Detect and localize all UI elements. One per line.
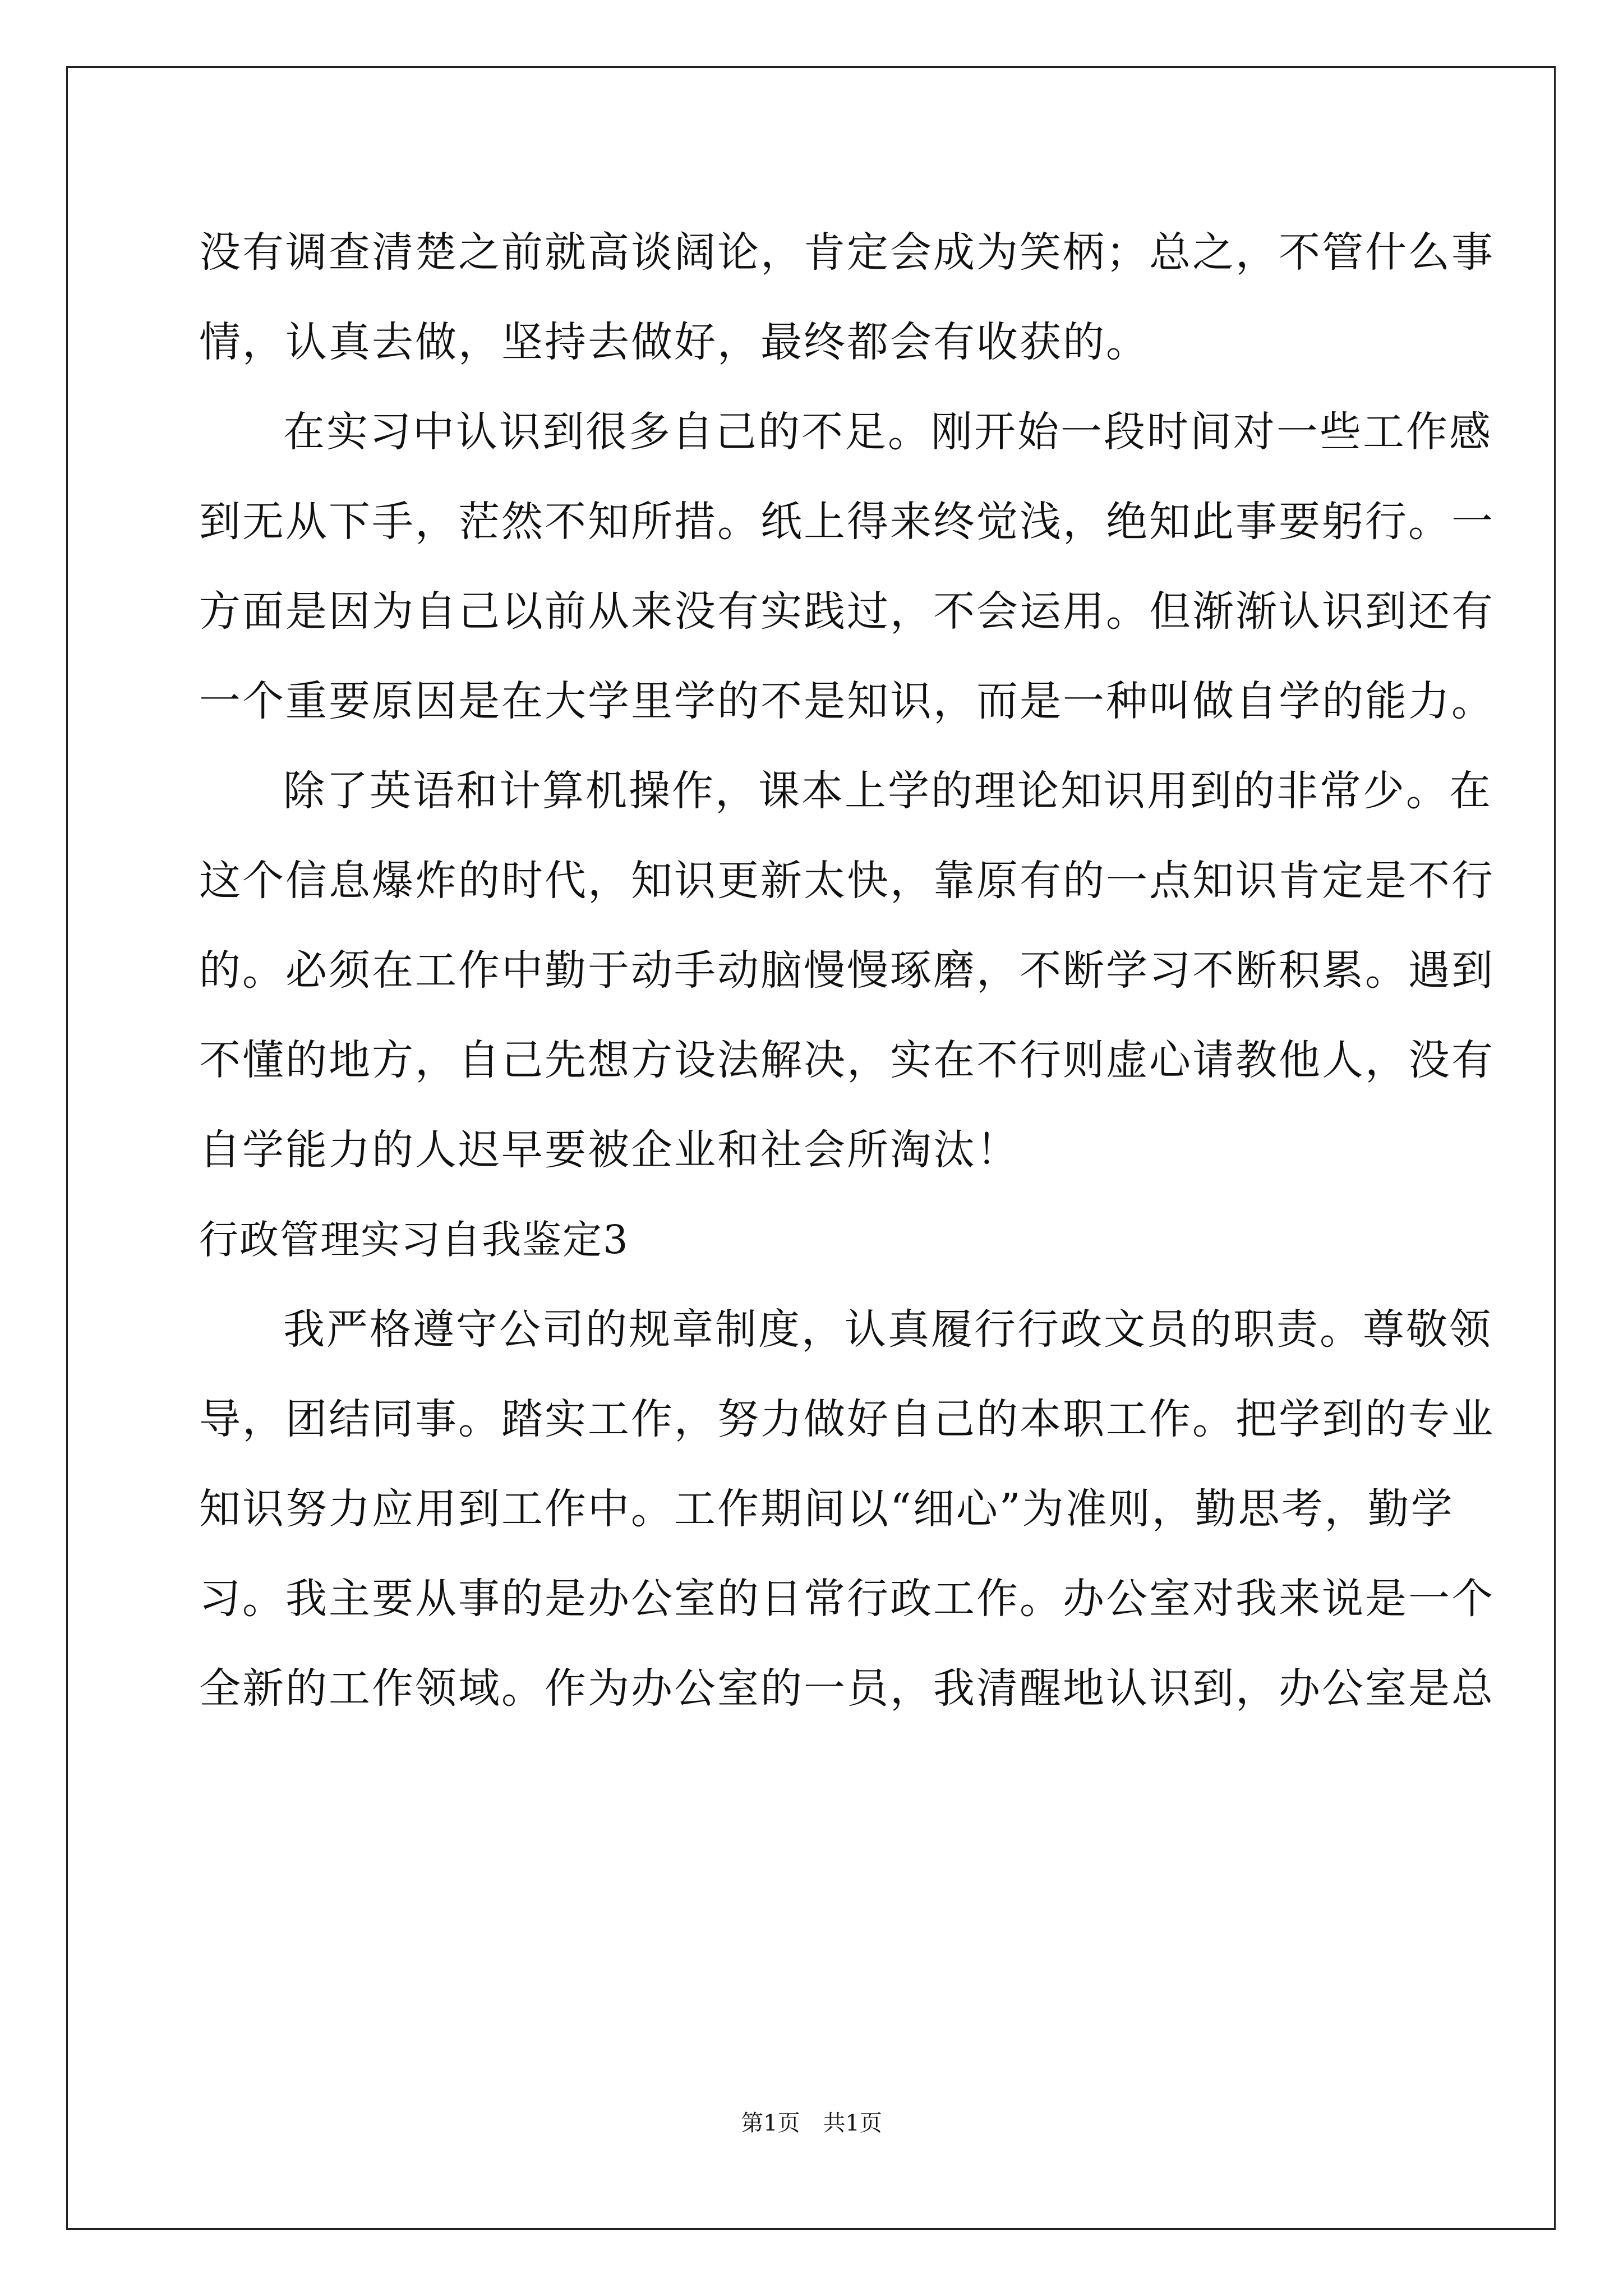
paragraph-line: 在实习中认识到很多自己的不足。刚开始一段时间对一些工作感 (283, 408, 1492, 456)
paragraph-line: 到无从下手，茫然不知所措。纸上得来终觉浅，绝知此事要躬行。一 (199, 498, 1495, 546)
paragraph (199, 208, 1495, 387)
paragraph-line: 自学能力的人迟早要被企业和社会所淘汰！ (199, 1126, 1020, 1174)
paragraph-line: 知识努力应用到工作中。工作期间以“细心”为准则，勤思考，勤学 (199, 1485, 1454, 1533)
paragraph (199, 387, 1495, 746)
paragraph-line: 方面是因为自己以前从来没有实践过，不会运用。但渐渐认识到还有 (199, 587, 1495, 636)
paragraph-line: 习。我主要从事的是办公室的日常行政工作。办公室对我来说是一个 (199, 1575, 1495, 1623)
page-number: 第1页 (741, 2110, 800, 2136)
page-footer (0, 2106, 1623, 2140)
paragraph-line: 没有调查清楚之前就高谈阔论，肯定会成为笑柄；总之，不管什么事 (199, 228, 1495, 277)
paragraph-line: 我严格遵守公司的规章制度，认真履行行政文员的职责。尊敬领 (283, 1305, 1492, 1354)
paragraph-line: 不懂的地方，自己先想方设法解决，实在不行则虚心请教他人，没有 (199, 1036, 1495, 1084)
section-heading: 行政管理实习自我鉴定3 (199, 1217, 629, 1263)
paragraph-line: 一个重要原因是在大学里学的不是知识，而是一种叫做自学的能力。 (199, 677, 1495, 725)
page-total: 共1页 (823, 2110, 882, 2136)
paragraph-line: 的。必须在工作中勤于动手动脑慢慢琢磨，不断学习不断积累。遇到 (199, 946, 1495, 995)
paragraph-line: 这个信息爆炸的时代，知识更新太快，靠原有的一点知识肯定是不行 (199, 857, 1495, 905)
document-body (199, 208, 1495, 1733)
paragraph-line: 导，团结同事。踏实工作，努力做好自己的本职工作。把学到的专业 (199, 1395, 1495, 1443)
paragraph-line: 全新的工作领域。作为办公室的一员，我清醒地认识到，办公室是总 (199, 1664, 1495, 1713)
paragraph (199, 746, 1495, 1195)
paragraph-line: 除了英语和计算机操作，课本上学的理论知识用到的非常少。在 (283, 767, 1492, 815)
paragraph-line: 情，认真去做，坚持去做好，最终都会有收获的。 (199, 318, 1149, 366)
paragraph (199, 1285, 1495, 1733)
